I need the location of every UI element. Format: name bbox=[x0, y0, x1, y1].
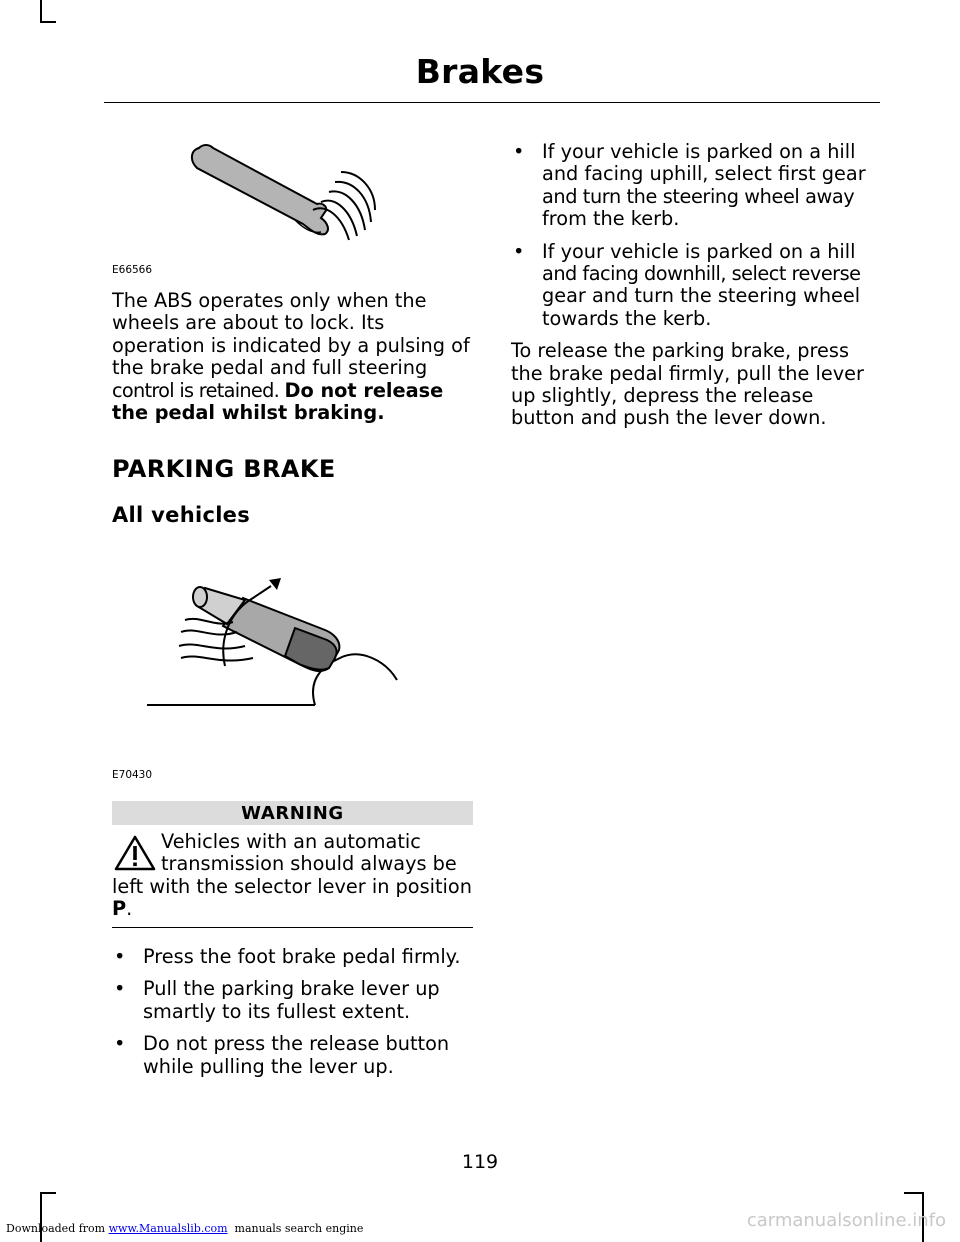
list-item bbox=[112, 1033, 482, 1078]
bold-text: the pedal whilst braking. bbox=[112, 401, 385, 425]
warning-title: WARNING bbox=[112, 801, 473, 825]
abs-paragraph bbox=[112, 290, 482, 424]
text-line: and turn the steering wheel away bbox=[542, 184, 855, 208]
text-line: If your vehicle is parked on a hill bbox=[542, 140, 856, 163]
download-footer bbox=[6, 1222, 363, 1235]
text-line bbox=[112, 380, 482, 402]
text-line: transmission should always be bbox=[161, 852, 457, 876]
bullet-list bbox=[511, 141, 883, 430]
text-line: wheels are about to lock. Its bbox=[112, 311, 385, 335]
text-line: The ABS operates only when the bbox=[112, 289, 427, 312]
release-instructions bbox=[511, 340, 883, 430]
text-line: from the kerb. bbox=[542, 207, 680, 231]
page-title: Brakes bbox=[415, 52, 545, 91]
text-line: towards the kerb. bbox=[542, 306, 712, 330]
bullet-marker: • bbox=[513, 140, 525, 163]
list-item bbox=[112, 946, 482, 968]
text-line: To release the parking brake, press bbox=[511, 339, 850, 363]
footer-text: manuals search engine bbox=[227, 1222, 364, 1235]
text-line: and facing uphill, select first gear bbox=[542, 162, 866, 186]
text-line bbox=[112, 898, 478, 920]
text-line: while pulling the lever up. bbox=[143, 1054, 394, 1078]
list-item bbox=[112, 978, 482, 1023]
warning-text bbox=[112, 831, 478, 921]
title-divider bbox=[104, 102, 880, 103]
page-number: 119 bbox=[461, 1151, 499, 1173]
text-line: Pull the parking brake lever up bbox=[143, 977, 440, 1001]
crop-mark bbox=[40, 0, 42, 22]
text-line: and facing downhill, select reverse bbox=[542, 262, 861, 286]
text-line bbox=[112, 402, 482, 424]
watermark: carmanualsonline.info bbox=[746, 1210, 946, 1231]
text-line: left with the selector lever in position bbox=[112, 874, 472, 898]
figure-code: E70430 bbox=[112, 769, 153, 781]
section-heading: PARKING BRAKE bbox=[112, 455, 336, 483]
text-line: the brake pedal firmly, pull the lever bbox=[511, 361, 864, 385]
text-line: Vehicles with an automatic bbox=[161, 830, 421, 853]
list-item bbox=[511, 141, 883, 231]
brake-pedal-illustration bbox=[185, 138, 380, 248]
footer-text: Downloaded from bbox=[6, 1222, 109, 1235]
text-line: button and push the lever down. bbox=[511, 406, 827, 430]
text-line: operation is indicated by a pulsing of bbox=[112, 333, 470, 357]
warning-divider bbox=[112, 927, 473, 928]
parking-brake-lever-illustration bbox=[145, 570, 420, 710]
text-line: Do not press the release button bbox=[143, 1032, 450, 1056]
bullet-marker: • bbox=[513, 239, 525, 263]
bullet-marker: • bbox=[114, 945, 126, 968]
bullet-list bbox=[112, 946, 482, 1078]
text-line: up slightly, depress the release bbox=[511, 384, 814, 408]
bold-text: P bbox=[112, 897, 127, 921]
text-line: Press the foot brake pedal firmly. bbox=[143, 945, 461, 968]
text-span: . bbox=[126, 897, 133, 921]
crop-mark bbox=[40, 1192, 56, 1194]
crop-mark bbox=[904, 1192, 924, 1194]
crop-mark bbox=[40, 21, 56, 23]
bullet-marker: • bbox=[114, 977, 126, 1001]
bullet-marker: • bbox=[114, 1032, 126, 1056]
list-item bbox=[511, 241, 883, 331]
text-span: control is retained. bbox=[112, 378, 285, 402]
text-line: the brake pedal and full steering bbox=[112, 356, 428, 380]
manualslib-link[interactable]: www.Manualslib.com bbox=[108, 1222, 228, 1235]
text-line: smartly to its fullest extent. bbox=[143, 999, 411, 1023]
bold-text: Do not release bbox=[284, 378, 444, 402]
text-line: gear and turn the steering wheel bbox=[542, 284, 861, 308]
figure-code: E66566 bbox=[112, 264, 153, 276]
subsection-heading: All vehicles bbox=[112, 503, 251, 527]
text-line: If your vehicle is parked on a hill bbox=[542, 239, 856, 263]
